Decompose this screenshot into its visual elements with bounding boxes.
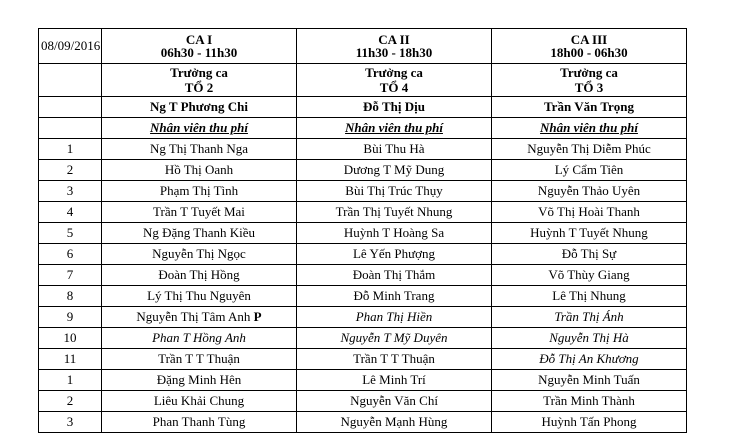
shift-1-staff-name (102, 391, 297, 412)
shift-1-staff-name (102, 223, 297, 244)
leader-name-row (39, 97, 687, 118)
row-number: 2 (39, 391, 102, 412)
shift-3-staff-name (492, 202, 687, 223)
shift-roster-table (38, 28, 687, 433)
shift-2-staff-name (297, 160, 492, 181)
staff-name-text: Đặng Minh Hên (156, 372, 242, 387)
shift-header-row (39, 29, 687, 64)
staff-name-text: Bùi Thu Hà (363, 141, 425, 156)
shift-3-staff-name (492, 160, 687, 181)
shift-2-staff-name (297, 307, 492, 328)
staff-row (39, 139, 687, 160)
staff-name-text: Lý Cẩm Tiên (554, 162, 624, 177)
shift-3-time: 18h00 - 06h30 (550, 45, 628, 60)
row-number: 7 (39, 265, 102, 286)
staff-header-row (39, 118, 687, 139)
staff-name-text: Nguyễn Thảo Uyên (537, 183, 641, 198)
blank-cell (39, 64, 102, 97)
leader-title-row (39, 64, 687, 97)
shift-3-staff-name (492, 139, 687, 160)
staff-row (39, 328, 687, 349)
staff-name-text: Hồ Thị Oanh (164, 162, 234, 177)
staff-name-text: Nguyễn Thị Diễm Phúc (527, 141, 651, 156)
staff-name-text: Trần T Tuyết Mai (153, 204, 245, 219)
staff-name-text: Đỗ Thị Sự (561, 246, 617, 261)
shift-2-team-label: TỔ 4 (379, 80, 409, 95)
staff-row (39, 202, 687, 223)
staff-name-text: Trần T T Thuận (353, 351, 435, 366)
staff-name-suffix: P (253, 309, 262, 324)
shift-2-staff-name (297, 202, 492, 223)
row-number: 11 (39, 349, 102, 370)
shift-1-staff-name (102, 286, 297, 307)
shift-3-staff-name (492, 349, 687, 370)
shift-2-staff-name (297, 370, 492, 391)
row-number: 10 (39, 328, 102, 349)
staff-name-text: Nguyễn Thị Hà (549, 330, 629, 345)
row-number: 9 (39, 307, 102, 328)
shift-3-staff-name (492, 307, 687, 328)
shift-3-staff-name (492, 370, 687, 391)
shift-1-leader: Ng T Phương Chi (102, 97, 297, 118)
staff-name-text: Huỳnh T Hoàng Sa (343, 225, 445, 240)
row-number: 6 (39, 244, 102, 265)
shift-1-staff-header: Nhân viên thu phí (102, 118, 297, 139)
staff-name-text: Huỳnh Tấn Phong (541, 414, 637, 429)
staff-name-text: Lê Minh Trí (362, 372, 426, 387)
staff-name-text: Lý Thị Thu Nguyên (147, 288, 251, 303)
shift-2-staff-name (297, 223, 492, 244)
staff-name-text: Lê Thị Nhung (552, 288, 626, 303)
shift-2-header (297, 29, 492, 64)
staff-name-text: Lê Yến Phượng (352, 246, 436, 261)
blank-cell (39, 97, 102, 118)
shift-2-name: CA II (378, 32, 410, 47)
staff-row (39, 244, 687, 265)
staff-name-text: Trần T T Thuận (158, 351, 240, 366)
shift-1-time: 06h30 - 11h30 (160, 45, 238, 60)
staff-name-text: Đỗ Minh Trang (353, 288, 435, 303)
staff-name-text: Trần Minh Thành (543, 393, 635, 408)
shift-3-leader: Trần Văn Trọng (492, 97, 687, 118)
shift-1-leader-title: Trưởng ca (170, 65, 228, 80)
shift-2-staff-name (297, 391, 492, 412)
staff-name-text: Trần Thị Ánh (554, 309, 624, 324)
shift-2-time: 11h30 - 18h30 (355, 45, 433, 60)
shift-3-name: CA III (570, 32, 608, 47)
staff-row (39, 349, 687, 370)
shift-2-staff-name (297, 412, 492, 433)
shift-1-team (102, 64, 297, 97)
staff-name-text: Nguyễn Văn Chí (350, 393, 438, 408)
staff-name-text: Nguyễn Mạnh Hùng (340, 414, 448, 429)
staff-row (39, 181, 687, 202)
staff-row (39, 265, 687, 286)
staff-row (39, 160, 687, 181)
row-number: 1 (39, 139, 102, 160)
staff-name-text: Võ Thị Hoài Thanh (538, 204, 640, 219)
shift-2-staff-name (297, 139, 492, 160)
blank-cell (39, 118, 102, 139)
staff-row (39, 223, 687, 244)
shift-1-staff-name (102, 328, 297, 349)
shift-2-staff-name (297, 244, 492, 265)
shift-2-staff-name (297, 181, 492, 202)
shift-2-team (297, 64, 492, 97)
shift-3-leader-title: Trưởng ca (560, 65, 618, 80)
staff-name-text: Ng Thị Thanh Nga (149, 141, 249, 156)
staff-row (39, 286, 687, 307)
shift-3-team (492, 64, 687, 97)
shift-2-staff-name (297, 286, 492, 307)
row-number: 4 (39, 202, 102, 223)
staff-name-text: Nguyễn Minh Tuấn (538, 372, 640, 387)
staff-name-text: Dương T Mỹ Dung (343, 162, 445, 177)
row-number: 5 (39, 223, 102, 244)
shift-3-staff-name (492, 244, 687, 265)
staff-name-text: Đoàn Thị Hồng (158, 267, 240, 282)
staff-row (39, 391, 687, 412)
staff-name-text: Bùi Thị Trúc Thụy (345, 183, 443, 198)
shift-2-leader: Đỗ Thị Dịu (297, 97, 492, 118)
staff-row (39, 370, 687, 391)
roster-date: 08/09/2016 (39, 29, 102, 64)
staff-name-text: Nguyễn T Mỹ Duyên (340, 330, 448, 345)
shift-3-staff-name (492, 286, 687, 307)
staff-name-text: Đoàn Thị Thắm (352, 267, 436, 282)
shift-1-staff-name (102, 181, 297, 202)
shift-3-header (492, 29, 687, 64)
staff-row (39, 412, 687, 433)
shift-1-staff-name (102, 244, 297, 265)
staff-row (39, 307, 687, 328)
shift-3-staff-name (492, 181, 687, 202)
staff-name-text: Đỗ Thị An Khương (539, 351, 639, 366)
shift-1-team-label: TỔ 2 (184, 80, 214, 95)
shift-1-name: CA I (185, 32, 213, 47)
shift-3-staff-name (492, 391, 687, 412)
shift-2-staff-name (297, 349, 492, 370)
staff-name-text: Võ Thùy Giang (548, 267, 630, 282)
shift-2-staff-header: Nhân viên thu phí (297, 118, 492, 139)
shift-3-staff-name (492, 265, 687, 286)
shift-3-staff-header: Nhân viên thu phí (492, 118, 687, 139)
shift-1-staff-name (102, 412, 297, 433)
staff-name-text: Ng Đặng Thanh Kiều (142, 225, 256, 240)
shift-1-staff-name (102, 307, 297, 328)
shift-3-staff-name (492, 223, 687, 244)
shift-3-staff-name (492, 412, 687, 433)
row-number: 8 (39, 286, 102, 307)
staff-name-text: Huỳnh T Tuyết Nhung (530, 225, 648, 240)
row-number: 3 (39, 412, 102, 433)
shift-roster-sheet (38, 28, 687, 433)
staff-name-text: Liêu Khải Chung (153, 393, 245, 408)
row-number: 1 (39, 370, 102, 391)
row-number: 3 (39, 181, 102, 202)
shift-1-staff-name (102, 139, 297, 160)
shift-1-staff-name (102, 370, 297, 391)
shift-1-staff-name (102, 349, 297, 370)
shift-3-staff-name (492, 328, 687, 349)
shift-1-header (102, 29, 297, 64)
staff-name-text: Nguyễn Thị Tâm Anh (136, 309, 251, 324)
staff-name-text: Nguyễn Thị Ngọc (152, 246, 246, 261)
staff-name-text: Phan T Hồng Anh (152, 330, 246, 345)
row-number: 2 (39, 160, 102, 181)
shift-2-leader-title: Trưởng ca (365, 65, 423, 80)
shift-1-staff-name (102, 160, 297, 181)
shift-2-staff-name (297, 328, 492, 349)
shift-2-staff-name (297, 265, 492, 286)
shift-3-team-label: TỔ 3 (574, 80, 604, 95)
staff-name-text: Phan Thanh Tùng (152, 414, 246, 429)
shift-1-staff-name (102, 265, 297, 286)
shift-1-staff-name (102, 202, 297, 223)
staff-name-text: Phan Thị Hiền (355, 309, 433, 324)
staff-name-text: Phạm Thị Tình (159, 183, 239, 198)
staff-name-text: Trần Thị Tuyết Nhung (335, 204, 453, 219)
